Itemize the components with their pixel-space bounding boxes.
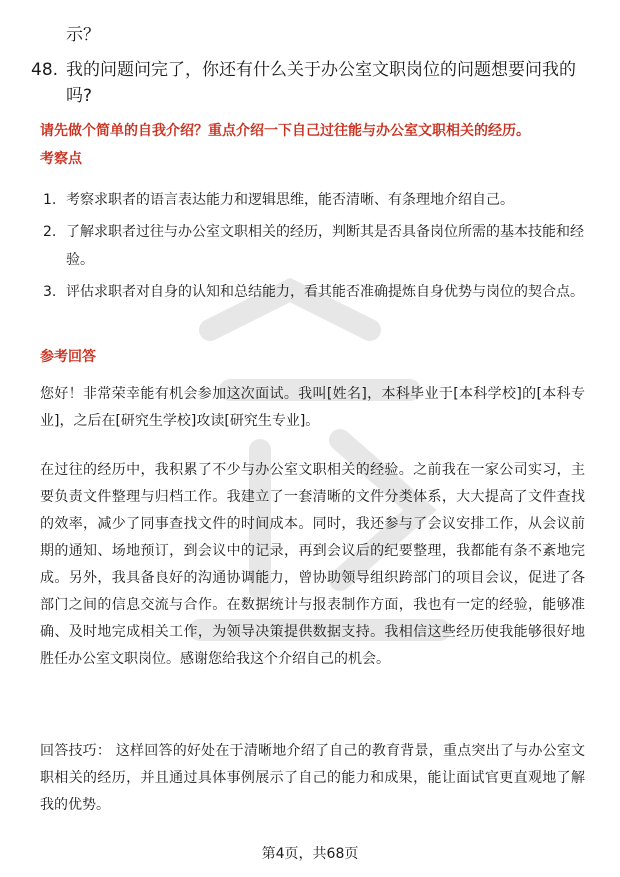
list-item: [40, 186, 585, 214]
list-item-number: 3.: [43, 284, 57, 300]
page-footer: 第4页，共68页: [261, 846, 359, 862]
previous-question-tail: 示？: [66, 25, 100, 45]
list-item: [40, 278, 585, 306]
points-heading: 考察点: [40, 151, 82, 167]
question-48: [31, 57, 591, 109]
answer-heading: 参考回答: [40, 349, 96, 365]
question-number: 48.: [31, 60, 59, 80]
list-item-number: 1.: [43, 192, 57, 208]
answer-tip: 回答技巧： 这样回答的好处在于清晰地介绍了自己的教育背景，重点突出了与办公室文职相关的经历，并且通过具体事例展示了自己的能力和成果，能让面试官更直观地了解我的优势。: [40, 743, 585, 813]
question-text: 我的问题问完了，你还有什么关于办公室文职岗位的问题想要问我的吗?: [66, 60, 576, 106]
answer-paragraph-experience: 在过往的经历中，我积累了不少与办公室文职相关的经验。之前我在一家公司实习，主要负责文件整理与归档工作。我建立了一套清晰的文件分类体系，大大提高了文件查找的效率，减少了同事查找文件的时间成本。同时，我还参与了会议安排工作，从会议前期的通知、场地预订，到会议中的记录，再到会议后的纪要整理，我都能有条不紊地完成。另外，我具备良好的沟通协调能力，曾协助领导组织跨部门的项目会议，促进了各部门之间的信息交流与合作。在数据统计与报表制作方面，我也有一定的经验，能够准确、及时地完成相关工作，为领导决策提供数据支持。我相信这些经历使我能够很好地胜任办公室文职岗位。感谢您给我这个介绍自己的机会。: [40, 462, 585, 667]
list-item-text: 考察求职者的语言表达能力和逻辑思维，能否清晰、有条理地介绍自己。: [66, 192, 514, 208]
assessment-points-list: [40, 186, 585, 310]
interview-prompt: 请先做个简单的自我介绍？重点介绍一下自己过往能与办公室文职相关的经历。: [40, 123, 530, 139]
answer-paragraph-intro: 您好！非常荣幸能有机会参加这次面试。我叫[姓名]，本科毕业于[本科学校]的[本科专业]，之后在[研究生学校]攻读[研究生专业]。: [40, 386, 585, 429]
list-item-number: 2.: [43, 224, 57, 240]
list-item-text: 了解求职者过往与办公室文职相关的经历，判断其是否具备岗位所需的基本技能和经验。: [66, 224, 584, 268]
list-item-text: 评估求职者对自身的认知和总结能力，看其能否准确提炼自身优势与岗位的契合点。: [66, 284, 584, 300]
list-item: [40, 218, 585, 274]
